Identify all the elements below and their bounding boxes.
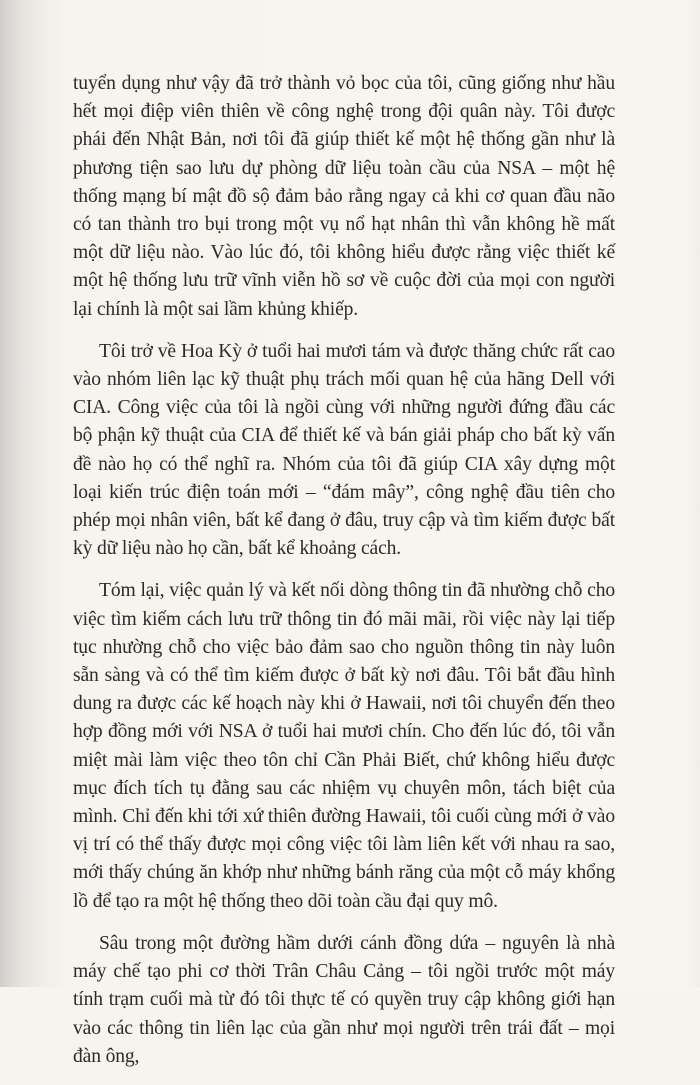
page-body-text: [73, 70, 615, 1085]
paragraph-4: Sâu trong một đường hầm dưới cánh đồng dứa – nguyên là nhà máy chế tạo phi cơ thời Trân Châu Cảng – tôi ngồi trước một máy tính trạm cuối mà từ đó tôi thực tế có quyền truy cập không giới hạn vào các thông tin liên lạc của gần như mọi người trên trái đất – mọi đàn ông,: [73, 932, 615, 1067]
paragraph-2: Tôi trở về Hoa Kỳ ở tuổi hai mươi tám và được thăng chức rất cao vào nhóm liên lạc kỹ thuật phụ trách mối quan hệ của hãng Dell với CIA. Công việc của tôi là ngồi cùng với những người đứng đầu các bộ phận kỹ thuật của CIA để thiết kế và bán giải pháp cho bất kỳ vấn đề nào họ có thể nghĩ ra. Nhóm của tôi đã giúp CIA xây dựng một loại kiến trúc điện toán mới – “đám mây”, công nghệ đầu tiên cho phép mọi nhân viên, bất kể đang ở đâu, truy cập và tìm kiếm được bất kỳ dữ liệu nào họ cần, bất kể khoảng cách.: [73, 340, 615, 560]
page-edge-shadow: [686, 0, 700, 987]
paragraph-1: tuyển dụng như vậy đã trở thành vỏ bọc của tôi, cũng giống như hầu hết mọi điệp viên thiên về công nghệ trong đội quân này. Tôi được phái đến Nhật Bản, nơi tôi đã giúp thiết kế một hệ thống gần như là phương tiện sao lưu dự phòng dữ liệu toàn cầu của NSA – một hệ thống mạng bí mật đồ sộ đảm bảo rằng ngay cả khi cơ quan đầu não có tan thành tro bụi trong một vụ nổ hạt nhân thì vẫn không hề mất một dữ liệu nào. Vào lúc đó, tôi không hiểu được rằng việc thiết kế một hệ thống lưu trữ vĩnh viễn hồ sơ về cuộc đời của mọi con người lại chính là một sai lầm khủng khiếp.: [73, 73, 615, 320]
paragraph-3: Tóm lại, việc quản lý và kết nối dòng thông tin đã nhường chỗ cho việc tìm kiếm cách lưu trữ thông tin đó mãi mãi, rồi việc này lại tiếp tục nhường chỗ cho việc bảo đảm sao cho nguồn thông tin này luôn sẵn sàng và có thể tìm kiếm được ở bất kỳ nơi đâu. Tôi bắt đầu hình dung ra được các kế hoạch này khi ở Hawaii, nơi tôi chuyển đến theo hợp đồng mới với NSA ở tuổi hai mươi chín. Cho đến lúc đó, tôi vẫn miệt mài làm việc theo tôn chỉ Cần Phải Biết, chứ không hiểu được mục đích tích tụ đằng sau các nhiệm vụ chuyên môn, tách biệt của mình. Chỉ đến khi tới xứ thiên đường Hawaii, tôi cuối cùng mới ở vào vị trí có thể thấy được mọi công việc tôi làm liên kết với nhau ra sao, mới thấy chúng ăn khớp như những bánh răng của một cỗ máy khổng lồ để tạo ra một hệ thống theo dõi toàn cầu đại quy mô.: [73, 580, 615, 912]
